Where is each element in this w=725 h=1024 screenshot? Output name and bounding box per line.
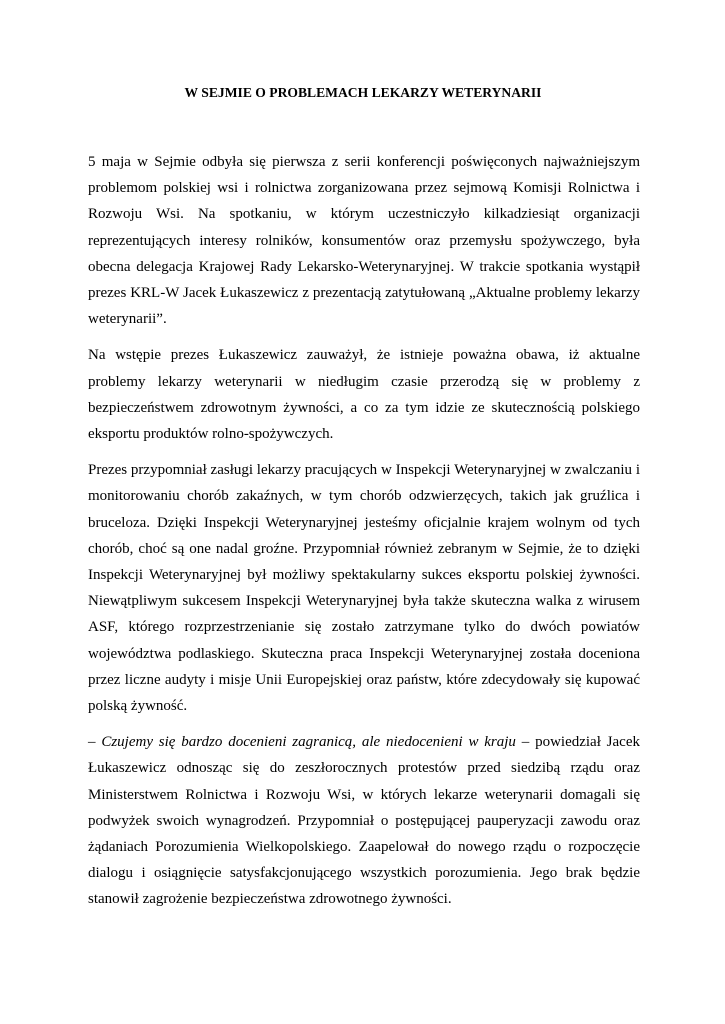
- paragraph-3: Prezes przypomniał zasługi lekarzy pracujących w Inspekcji Weterynaryjnej w zwalczaniu i monitorowaniu chorób zakaźnych, w tym chorób odzwierzęcych, takich jak gruźlica i bruceloza. Dzięki Inspekcji Weterynaryjnej jesteśmy oficjalnie krajem wolnym od tych chorób, choć są one nadal groźne. Przypomniał również zebranym w Sejmie, że to dzięki Inspekcji Weterynaryjnej był możliwy spektakularny sukces eksportu polskiej żywności. Niewątpliwym sukcesem Inspekcji Weterynaryjnej była także skuteczna walka z wirusem ASF, którego rozprzestrzenianie się zostało zatrzymane tylko do dwóch powiatów województwa podlaskiego. Skuteczna praca Inspekcji Weterynaryjnej została doceniona przez liczne audyty i misje Unii Europejskiej oraz państw, które zdecydowały się kupować polską żywność.: [88, 462, 640, 715]
- paragraph-1: 5 maja w Sejmie odbyła się pierwsza z serii konferencji poświęconych najważniejszym problemom polskiej wsi i rolnictwa zorganizowana przez sejmową Komisji Rolnictwa i Rozwoju Wsi. Na spotkaniu, w którym uczestniczyło kilkadziesiąt organizacji reprezentujących interesy rolników, konsumentów oraz przemysłu spożywczego, była obecna delegacja Krajowej Rady Lekarsko-Weterynaryjnej. W trakcie spotkania wystąpił prezes KRL-W Jacek Łukaszewicz z prezentacją zatytułowaną „Aktualne problemy lekarzy weterynarii”.: [88, 154, 640, 328]
- document-title: W SEJMIE O PROBLEMACH LEKARZY WETERYNARII: [184, 85, 542, 100]
- quote-text: – Czujemy się bardzo docenieni zagranicą, ale niedocenieni w kraju: [88, 734, 516, 751]
- paragraph-4-text: – powiedział Jacek Łukaszewicz odnosząc się do zeszłorocznych protestów przed siedzibą rządu oraz Ministerstwem Rolnictwa i Rozwoju Wsi, w których lekarze weterynarii domagali się podwyżek swoich wynagrodzeń. Przypomniał o postępującej pauperyzacji zawodu oraz żądaniach Porozumienia Wielkopolskiego. Zaapelował do nowego rządu o rozpoczęcie dialogu i osiągnięcie satysfakcjonującego wszystkich porozumienia. Jego brak będzie stanowił zagrożenie bezpieczeństwa zdrowotnego żywności.: [88, 734, 640, 908]
- document-body: [88, 149, 640, 923]
- paragraph-4: [88, 729, 640, 912]
- paragraph-2: Na wstępie prezes Łukaszewicz zauważył, że istnieje poważna obawa, iż aktualne problemy lekarzy weterynarii w niedługim czasie przerodzą się w problemy z bezpieczeństwem zdrowotnym żywności, a co za tym idzie ze skutecznością polskiego eksportu produktów rolno-spożywczych.: [88, 347, 640, 443]
